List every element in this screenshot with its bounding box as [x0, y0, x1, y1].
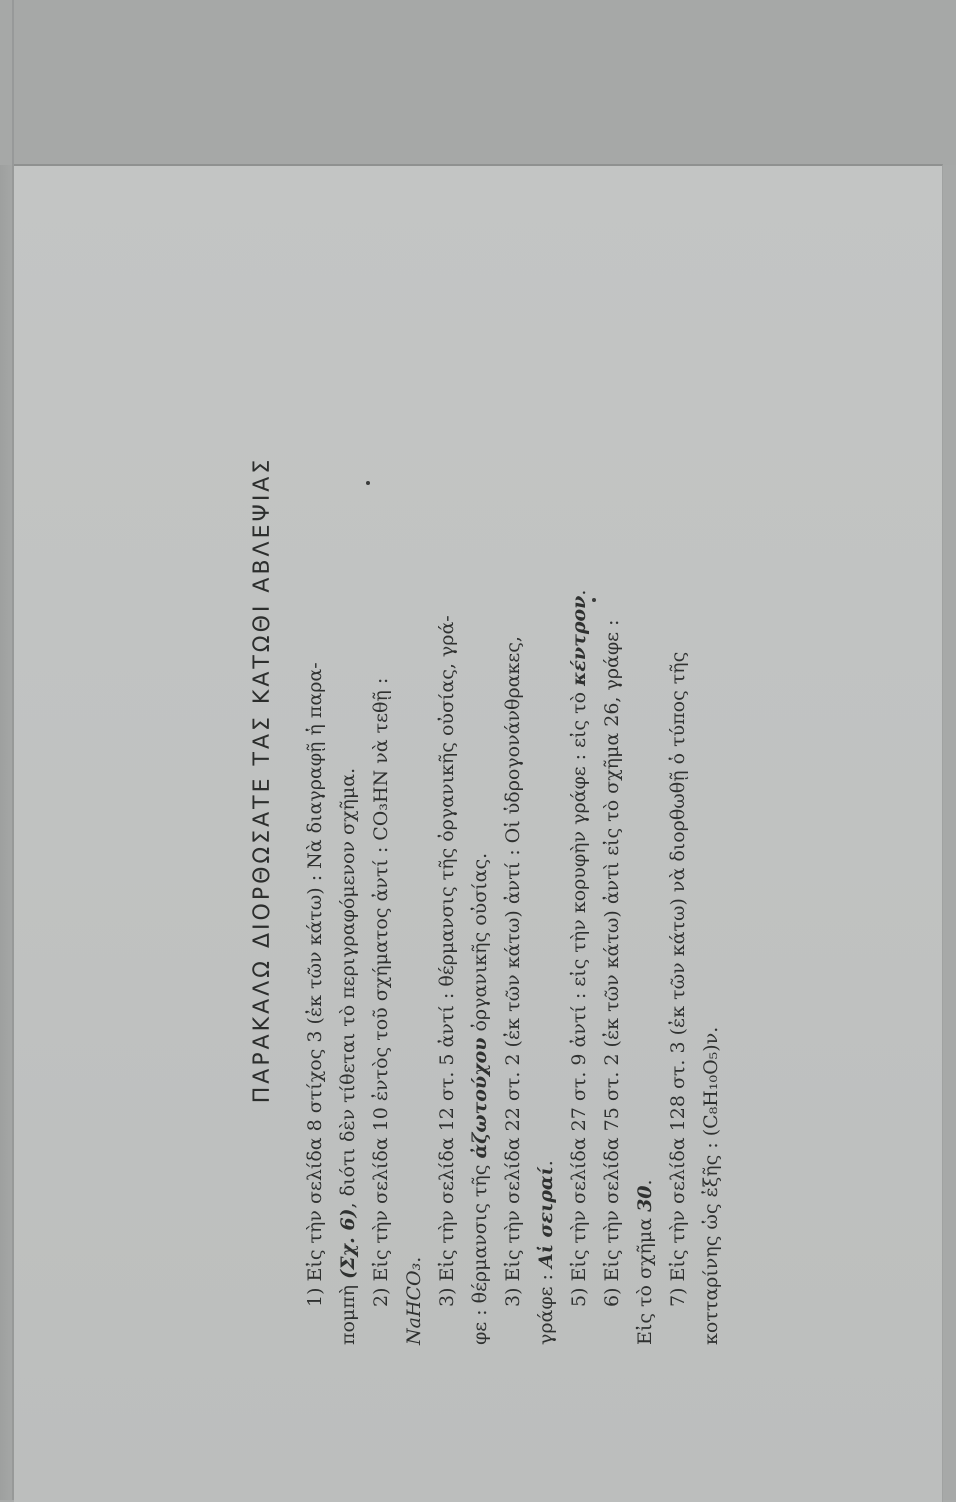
errata-text-block	[250, 215, 722, 1345]
top-paper-strip	[0, 0, 956, 165]
correction-2: 2) Εἰς τὴν σελίδα 10 ἐντὸς τοῦ σχήματος ἀντί : CO₃HN νὰ τεθῇ : NaHCO₃.	[370, 677, 425, 1345]
correction-1: 1) Εἰς τὴν σελίδα 8 στίχος 3 (ἐκ τῶν κάτω) : Νὰ διαγραφῇ ἡ παρα- πομπὴ (Σχ. 6), διότι δὲν τίθεται τὸ περιγραφόμενον σχῆμα.	[304, 662, 359, 1345]
correction-3: 3) Εἰς τὴν σελίδα 12 στ. 5 ἀντί : θέρμανσις τῆς ὀργανικῆς οὐσίας, γρά- φε : θέρμανσις τῆς ἀζωτούχου ὀργανικῆς οὐσίας.	[436, 615, 491, 1345]
correction-7: 7) Εἰς τὴν σελίδα 128 στ. 3 (ἐκ τῶν κάτω) νὰ διορθωθῇ ὁ τύπος τῆς κοτταρίνης ὡς ἑξῆς : (C₈H₁₀O₅)ν.	[667, 651, 722, 1345]
correction-4: 3) Εἰς τὴν σελίδα 22 στ. 2 (ἐκ τῶν κάτω) ἀντί : Οἱ ὑδρογονάνθρακες, γράφε : Αἱ σειραί.	[502, 636, 557, 1345]
correction-6: 6) Εἰς τὴν σελίδα 75 στ. 2 (ἐκ τῶν κάτω) ἀντὶ εἰς τὸ σχῆμα 26, γράφε : Εἰς τὸ σχῆμα 30.	[601, 619, 656, 1345]
correction-5: 5) Εἰς τὴν σελίδα 27 στ. 9 ἀντί : εἰς τὴν κορυφὴν γράφε : εἰς τὸ κέντρον.	[568, 589, 590, 1307]
errata-heading: ΠΑΡΑΚΑΛΩ ΔΙΟΡΘΩΣΑΤΕ ΤΑΣ ΚΑΤΩΘΙ ΑΒΛΕΨΙΑΣ	[250, 456, 275, 1104]
